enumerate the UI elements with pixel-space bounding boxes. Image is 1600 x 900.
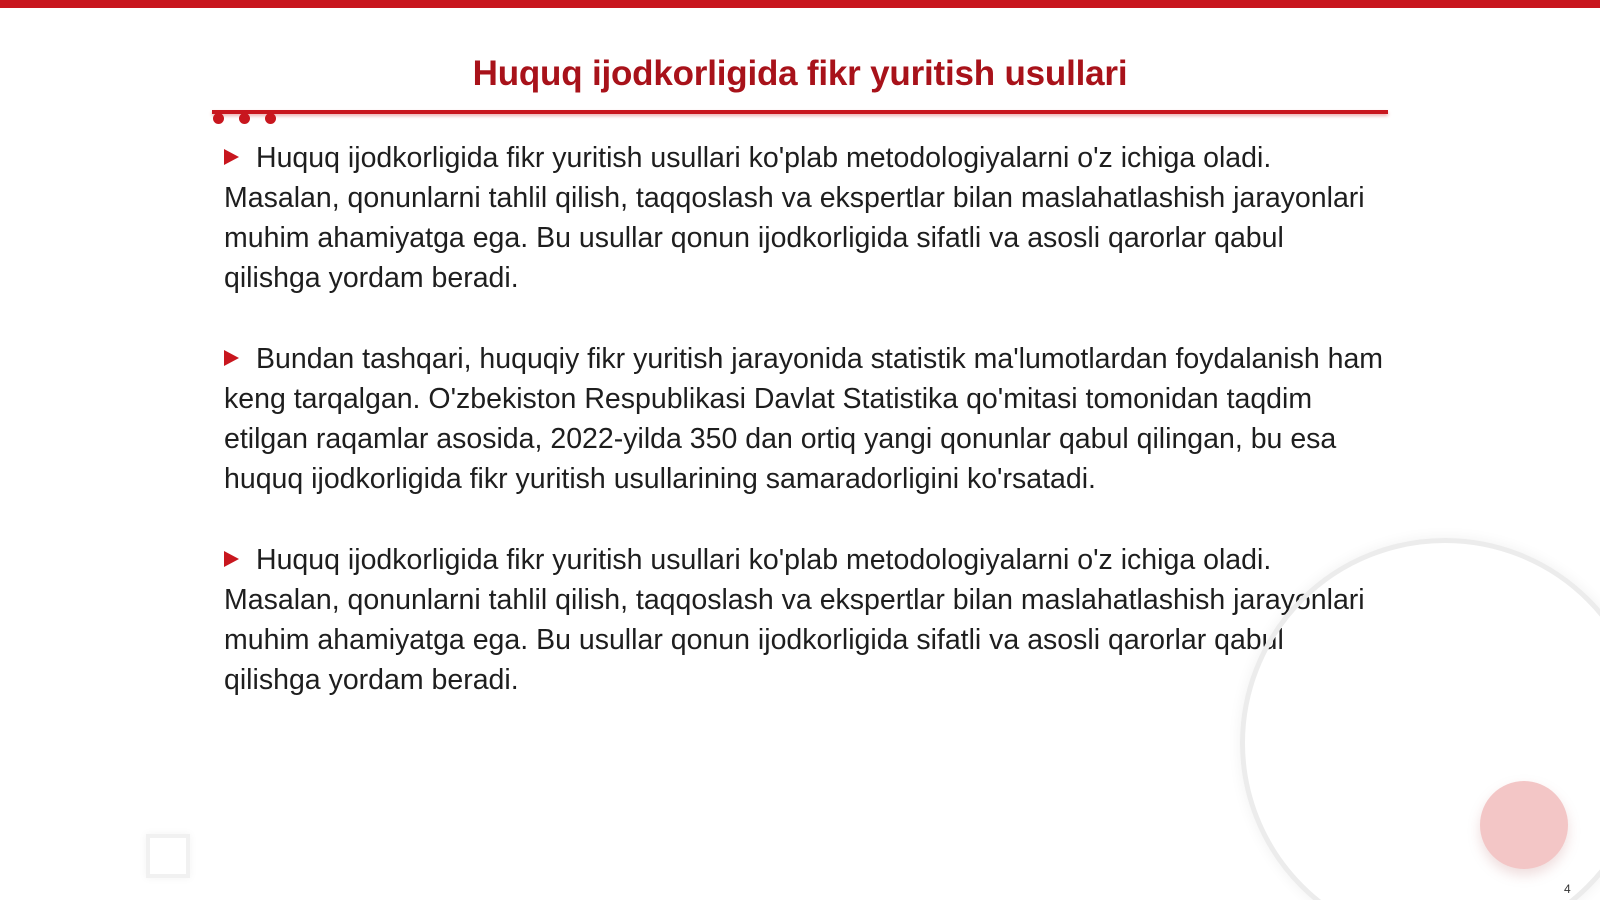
- decor-dot: [213, 113, 224, 124]
- decor-dot: [265, 113, 276, 124]
- decor-pink-circle: [1480, 781, 1568, 869]
- title-underline: [212, 110, 1388, 114]
- slide-body: [224, 138, 1384, 741]
- page-number: 4: [1564, 882, 1571, 896]
- triangle-right-icon: [224, 551, 239, 567]
- bullet-item: [224, 138, 1384, 298]
- bullet-item: [224, 540, 1384, 700]
- decor-dot: [239, 113, 250, 124]
- bullet-text: Huquq ijodkorligida fikr yuritish usullari ko'plab metodologiyalarni o'z ichiga oladi. Masalan, qonunlarni tahlil qilish, taqqoslash va ekspertlar bilan maslahatlashish jarayonlari muhim ahamiyatga ega. Bu usullar qonun ijodkorligida sifatli va asosli qarorlar qabul qilishga yordam beradi.: [224, 142, 1365, 294]
- bullet-item: [224, 339, 1384, 499]
- decor-square: [146, 834, 190, 878]
- slide-title: Huquq ijodkorligida fikr yuritish usullari: [472, 54, 1128, 93]
- triangle-right-icon: [224, 149, 239, 165]
- triangle-right-icon: [224, 350, 239, 366]
- bullet-text: Huquq ijodkorligida fikr yuritish usullari ko'plab metodologiyalarni o'z ichiga oladi. Masalan, qonunlarni tahlil qilish, taqqoslash va ekspertlar bilan maslahatlashish jarayonlari muhim ahamiyatga ega. Bu usullar qonun ijodkorligida sifatli va asosli qarorlar qabul qilishga yordam beradi.: [224, 544, 1365, 696]
- bullet-text: Bundan tashqari, huquqiy fikr yuritish jarayonida statistik ma'lumotlardan foydalanish ham keng tarqalgan. O'zbekiston Respublikasi Davlat Statistika qo'mitasi tomonidan taqdim etilgan raqamlar asosida, 2022-yilda 350 dan ortiq yangi qonunlar qabul qilingan, bu esa huquq ijodkorligida fikr yuritish usullarining samaradorligini ko'rsatadi.: [224, 343, 1384, 495]
- top-accent-bar: [0, 0, 1600, 8]
